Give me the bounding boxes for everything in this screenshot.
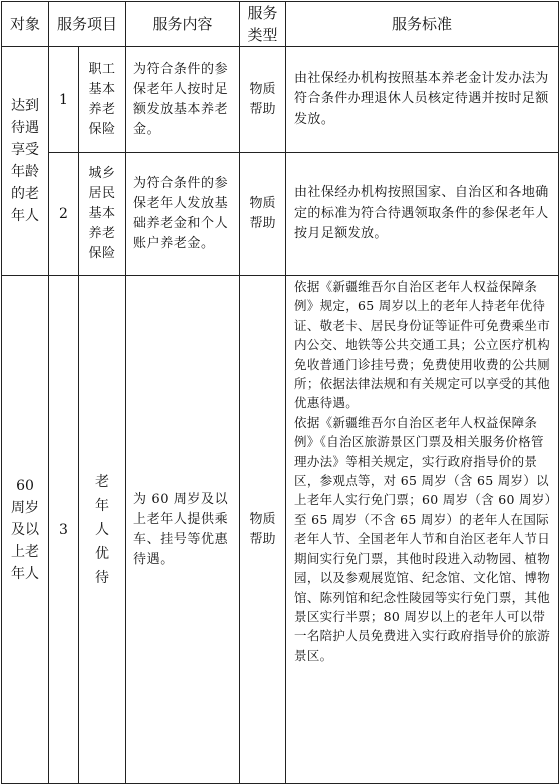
service-standard: 由社保经办机构按照基本养老金计发办法为符合条件办理退休人员核定待遇并按时足额发放。 xyxy=(286,47,559,153)
row-number: 2 xyxy=(49,153,79,276)
row-number: 1 xyxy=(49,47,79,153)
standard-paragraph: 依据《新疆维吾尔自治区老年人权益保障条例》《自治区旅游景区门票及相关服务价格管理办法》等相关规定，实行政府指导价的景区，参观点等，对 65 周岁（含 65 周岁）以上老年人实行免门票；60 周岁（含 60 周岁）至 65 周岁（不含 65 周岁）的老年人在国际老年人节、全国老年人节和自治区老年人节日期间实行免门票，其他时段进入动物园、植物园，以及参观展览馆、纪念馆、文化馆、博物馆、陈列馆和纪念性陵园等实行免门票，其他景区实行半票；80 周岁以上的老年人可以带一名陪护人员免费进入实行政府指导价的旅游景区。 xyxy=(294,414,552,663)
object-cell: 60周岁及以上老年人 xyxy=(2,276,49,784)
object-cell: 达到待遇享受年龄的老年人 xyxy=(2,47,49,276)
row-number: 3 xyxy=(49,276,79,784)
table-row xyxy=(2,47,559,153)
header-row xyxy=(2,2,559,47)
table-row xyxy=(2,276,559,784)
service-standard xyxy=(286,276,559,784)
item-name: 城乡居民基本养老保险 xyxy=(79,153,126,276)
service-standard: 由社保经办机构按照国家、自治区和各地确定的标准为符合待遇领取条件的参保老年人按月足额发放。 xyxy=(286,153,559,276)
header-object: 对象 xyxy=(2,2,49,47)
service-type: 物质帮助 xyxy=(240,276,286,784)
service-type: 物质帮助 xyxy=(240,153,286,276)
table-row xyxy=(2,153,559,276)
header-type: 服务类型 xyxy=(240,2,286,47)
service-content: 为符合条件的参保老年人按时足额发放基本养老金。 xyxy=(126,47,240,153)
service-content: 为 60 周岁及以上老年人提供乘车、挂号等优惠待遇。 xyxy=(126,276,240,784)
header-standard: 服务标准 xyxy=(286,2,559,47)
service-type: 物质帮助 xyxy=(240,47,286,153)
services-table xyxy=(1,1,559,784)
header-item: 服务项目 xyxy=(49,2,126,47)
header-content: 服务内容 xyxy=(126,2,240,47)
item-name: 老年人优待 xyxy=(79,276,126,784)
item-name: 职工基本养老保险 xyxy=(79,47,126,153)
service-content: 为符合条件的参保老年人发放基础养老金和个人账户养老金。 xyxy=(126,153,240,276)
standard-paragraph: 依据《新疆维吾尔自治区老年人权益保障条例》规定，65 周岁以上的老年人持老年优待证、敬老卡、居民身份证等证件可免费乘坐市内公交、地铁等公共交通工具；公立医疗机构免收普通门诊挂号费；免费使用收费的公共厕所；依据法律法规和有关规定可以享受的其他优惠待遇。 xyxy=(294,279,551,411)
